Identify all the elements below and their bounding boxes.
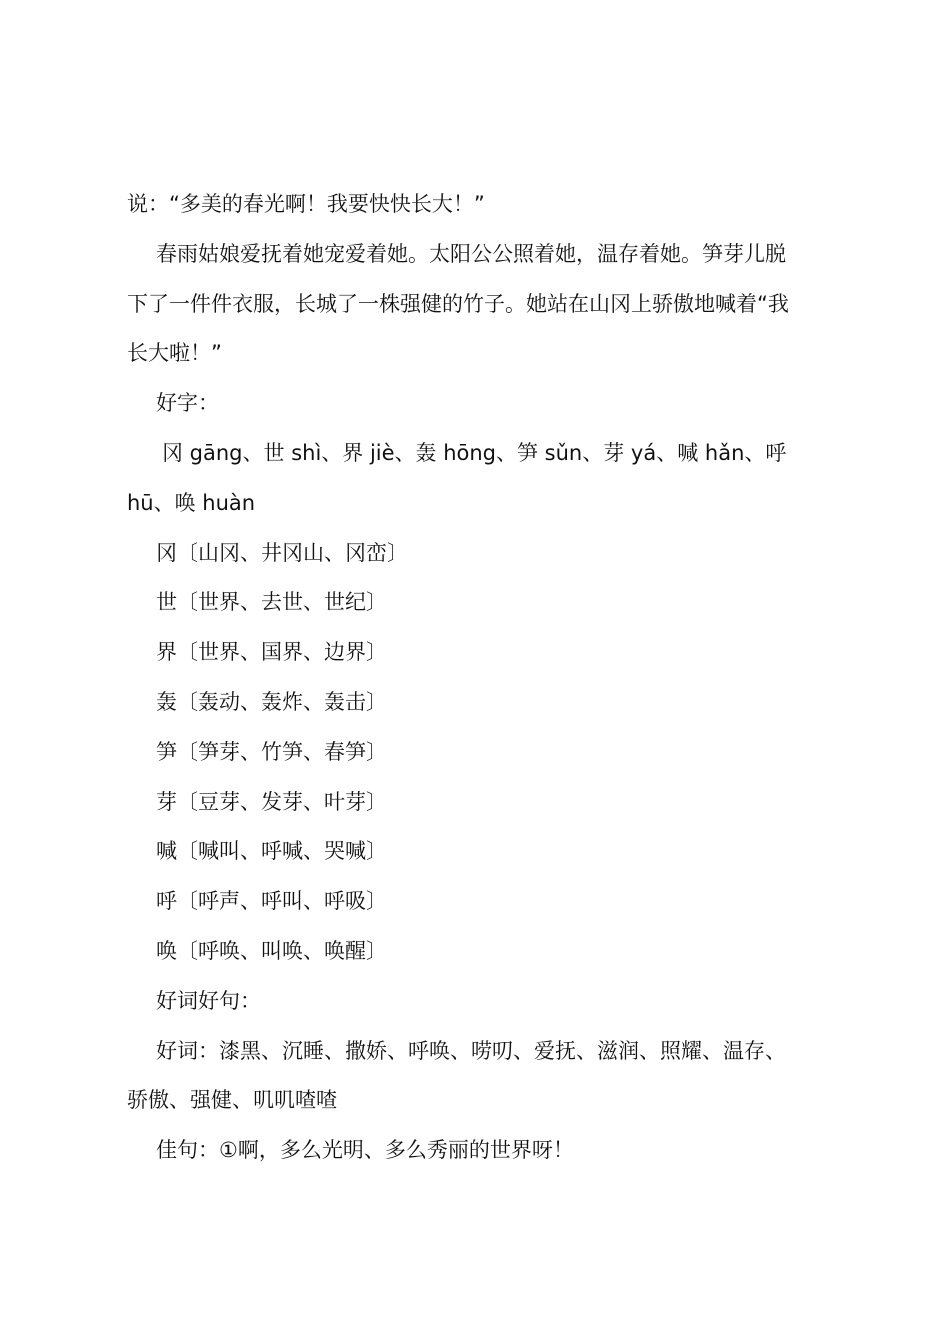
story-line-4: 长大啦！” — [127, 341, 222, 366]
word-group-hong: 轰〔轰动、轰炸、轰击〕 — [156, 689, 387, 714]
word-group-hu: 呼〔呼声、呼叫、呼吸〕 — [156, 889, 387, 914]
good-words-line-1: 好词：漆黑、沉睡、撒娇、呼唤、唠叨、爱抚、滋润、照耀、温存、 — [156, 1038, 786, 1063]
document-body — [127, 180, 833, 1176]
characters-pinyin-line-2: hū、唤 huàn — [127, 490, 256, 515]
characters-pinyin-line-1: 冈 gāng、世 shì、界 jiè、轰 hōng、笋 sǔn、芽 yá、喊 hǎn、呼 — [162, 440, 787, 465]
good-words-line-2: 骄傲、强健、叽叽喳喳 — [127, 1088, 337, 1113]
word-group-shi: 世〔世界、去世、世纪〕 — [156, 590, 387, 615]
section-heading-good-characters: 好字： — [156, 391, 219, 416]
story-line-1: 说：“多美的春光啊！我要快快长大！” — [127, 192, 485, 216]
word-group-ya: 芽〔豆芽、发芽、叶芽〕 — [156, 789, 387, 814]
word-group-sun: 笋〔笋芽、竹笋、春笋〕 — [156, 739, 387, 764]
good-sentence-1: 佳句：①啊，多么光明、多么秀丽的世界呀！ — [156, 1138, 574, 1163]
word-group-han: 喊〔喊叫、呼喊、哭喊〕 — [156, 839, 387, 864]
word-group-gang: 冈〔山冈、井冈山、冈峦〕 — [156, 540, 408, 565]
story-line-3: 下了一件件衣服，长城了一株强健的竹子。她站在山冈上骄傲地喊着“我 — [127, 291, 789, 316]
word-group-jie: 界〔世界、国界、边界〕 — [156, 640, 387, 665]
word-group-huan: 唤〔呼唤、叫唤、唤醒〕 — [156, 938, 387, 963]
section-heading-good-words-sentences: 好词好句： — [156, 988, 261, 1013]
story-line-2: 春雨姑娘爱抚着她宠爱着她。太阳公公照着她，温存着她。笋芽儿脱 — [156, 241, 786, 266]
